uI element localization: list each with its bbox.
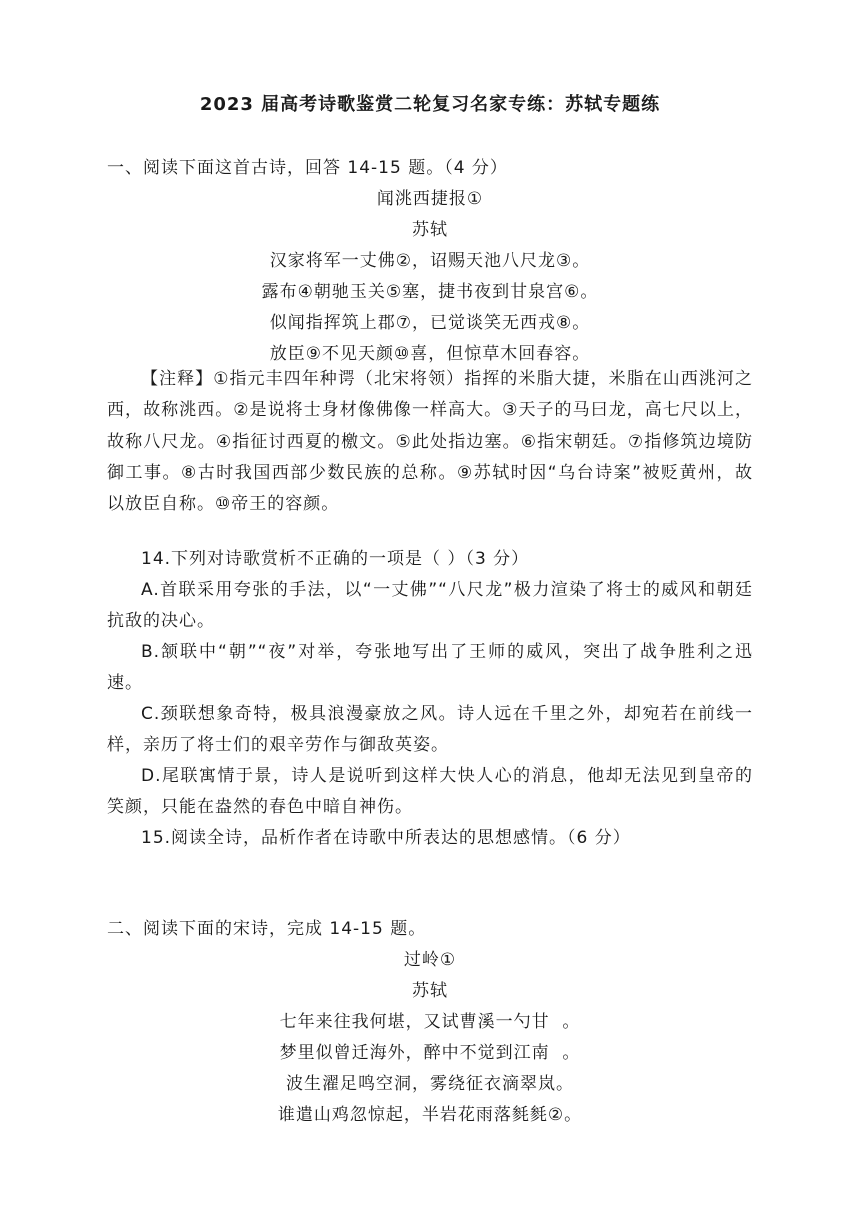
poem1-line: 露布④朝驰玉关⑤塞，捷书夜到甘泉宫⑥。 — [261, 282, 599, 302]
document-title: 2023 届高考诗歌鉴赏二轮复习名家专练：苏轼专题练 — [199, 94, 661, 115]
poem1-line: 汉家将军一丈佛②，诏赐天池八尺龙③。 — [269, 251, 591, 271]
option-b: B.颔联中“朝”“夜”对举，夸张地写出了王师的威风，突出了战争胜利之迅速。 — [107, 642, 753, 694]
option-d: D.尾联寓情于景，诗人是说听到这样大快人心的消息，他却无法见到皇帝的笑颜，只能在盎然的春色中暗自神伤。 — [107, 766, 753, 818]
question-15: 15.阅读全诗，品析作者在诗歌中所表达的思想感情。（6 分） — [141, 828, 631, 848]
poem2-author: 苏轼 — [412, 981, 448, 1001]
poem1-line: 放臣⑨不见天颜⑩喜，但惊草木回春容。 — [269, 344, 591, 364]
section1-heading: 一、阅读下面这首古诗，回答 14-15 题。（4 分） — [107, 158, 508, 178]
question-14: 14.下列对诗歌赏析不正确的一项是（ ）（3 分） — [141, 549, 530, 569]
poem1-title: 闻洮西捷报① — [376, 189, 484, 209]
poem2-title: 过岭① — [403, 950, 457, 970]
option-c: C.颈联想象奇特，极具浪漫豪放之风。诗人远在千里之外，却宛若在前线一样，亲历了将士们的艰辛劳作与御敌英姿。 — [107, 704, 753, 756]
section2-heading: 二、阅读下面的宋诗，完成 14-15 题。 — [107, 919, 427, 939]
poem2-line: 谁遣山鸡忽惊起，半岩花雨落毵毵②。 — [277, 1105, 583, 1125]
poem1-notes: 【注释】①指元丰四年种谔（北宋将领）指挥的米脂大捷，米脂在山西洮河之西，故称洮西。②是说将士身材像佛像一样高大。③天子的马曰龙，高七尺以上，故称八尺龙。④指征讨西夏的檄文。⑤此处指边塞。⑥指宋朝廷。⑦指修筑边境防御工事。⑧古时我国西部少数民族的总称。⑨苏轼时因“乌台诗案”被贬黄州，故以放臣自称。⑩帝王的容颜。 — [107, 369, 753, 515]
option-a: A.首联采用夸张的手法，以“一丈佛”“八尺龙”极力渲染了将士的威风和朝廷抗敌的决心。 — [107, 580, 753, 632]
poem2-line: 梦里似曾迁海外，醉中不觉到江南 。 — [279, 1043, 581, 1063]
poem2-line: 波生濯足鸣空洞，雾绕征衣滴翠岚。 — [286, 1074, 574, 1094]
poem1-author: 苏轼 — [412, 220, 448, 240]
poem1-line: 似闻指挥筑上郡⑦，已觉谈笑无西戎⑧。 — [269, 313, 591, 333]
poem2-line: 七年来往我何堪，又试曹溪一勺甘 。 — [279, 1012, 581, 1032]
